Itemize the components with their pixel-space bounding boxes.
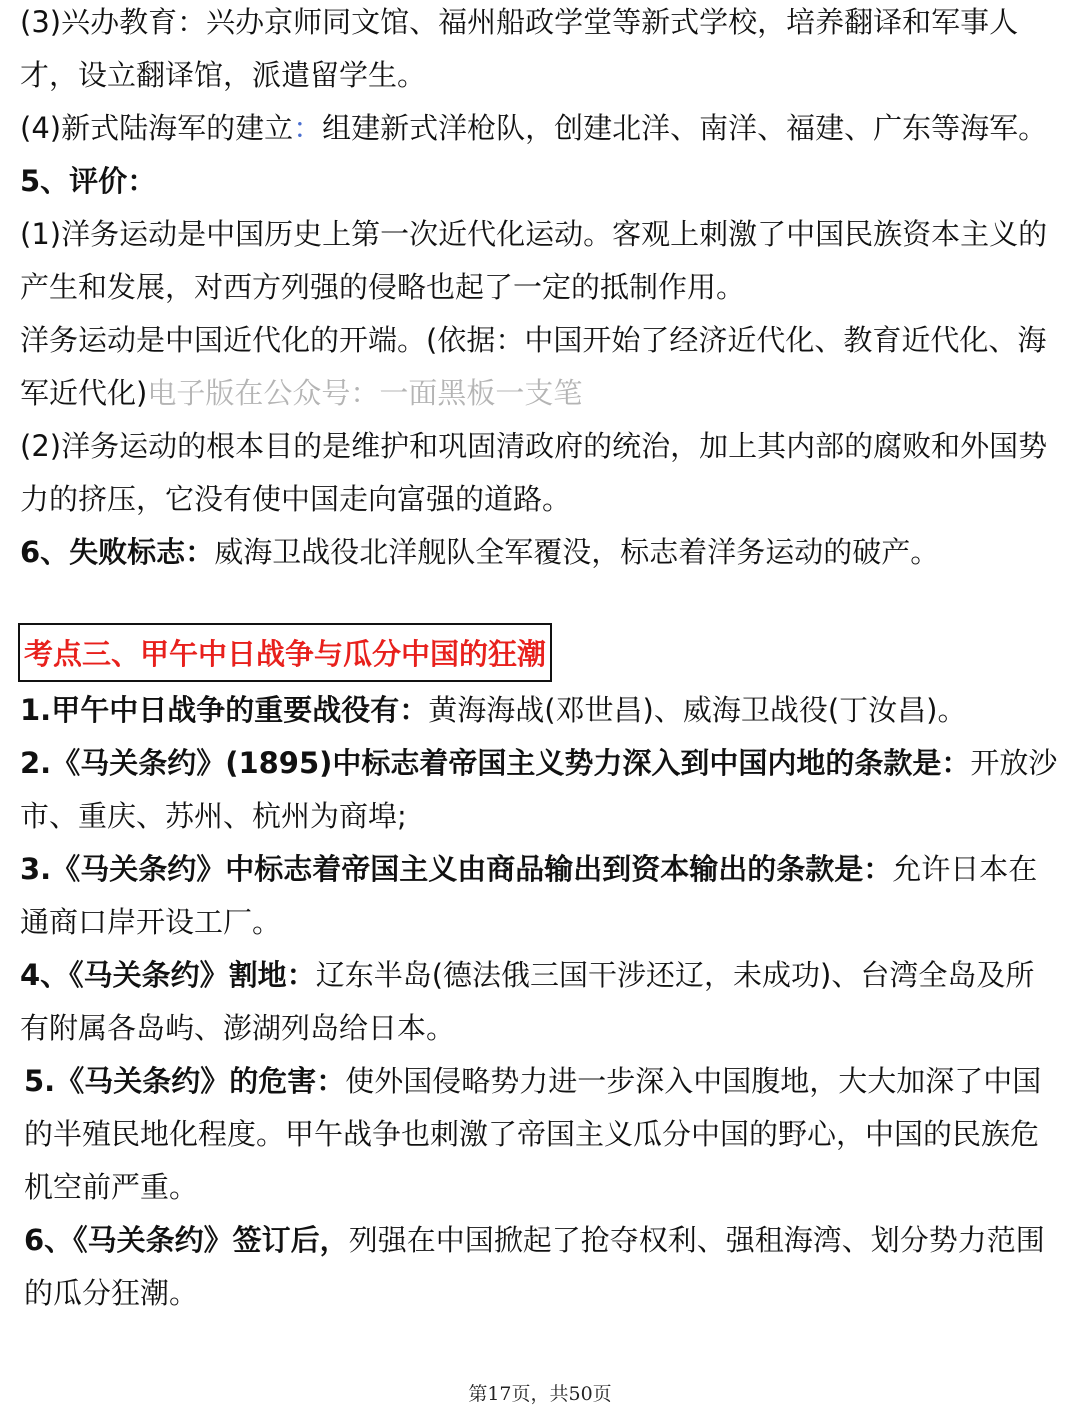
item-treaty-ports-text: 开放沙市、重庆、苏州、杭州为商埠;: [20, 746, 1058, 833]
paragraph-failure-sign: [20, 526, 1060, 579]
item-treaty-harm-text: 使外国侵略势力进一步深入中国腹地，大大加深了中国的半殖民地化程度。甲午战争也刺激了帝国主义瓜分中国的野心，中国的民族危机空前严重。: [24, 1064, 1042, 1204]
item-battles: [20, 684, 1060, 737]
item-treaty-factories: [20, 843, 1060, 949]
item-partition-text: 列强在中国掀起了抢夺权利、强租海湾、划分势力范围的瓜分狂潮。: [24, 1223, 1045, 1310]
item-treaty-ports: [20, 737, 1060, 843]
item-treaty-factories-text: 允许日本在通商口岸开设工厂。: [20, 852, 1038, 939]
paragraph-evaluation-1: [20, 208, 1060, 314]
page-number: 第17页，共50页: [468, 1383, 612, 1405]
item-treaty-harm-label: 5.《马关条约》的危害：: [24, 1064, 346, 1098]
military-text: 组建新式洋枪队，创建北洋、南洋、福建、广东等海军。: [322, 111, 1048, 145]
military-label: (4)新式陆海军的建立: [20, 111, 294, 145]
item-partition: [20, 1214, 1060, 1320]
paragraph-evaluation-2: [20, 314, 1060, 420]
failure-sign-text: 威海卫战役北洋舰队全军覆没，标志着洋务运动的破产。: [214, 535, 940, 569]
evaluation-heading-colon: ：: [127, 164, 157, 198]
page-footer: [0, 1379, 1080, 1406]
item-partition-label: 6、《马关条约》签订后，: [24, 1223, 349, 1257]
section-title: 考点三、甲午中日战争与瓜分中国的狂潮: [24, 637, 547, 671]
paragraph-education: [20, 0, 1060, 102]
section-title-box: [18, 623, 552, 682]
item-treaty-territory: [20, 949, 1060, 1055]
heading-evaluation: [20, 155, 1060, 208]
evaluation-1-text: (1)洋务运动是中国历史上第一次近代化运动。客观上刺激了中国民族资本主义的产生和发展，对西方列强的侵略也起了一定的抵制作用。: [20, 217, 1048, 304]
item-treaty-territory-text: 辽东半岛(德法俄三国干涉还辽，未成功)、台湾全岛及所有附属各岛屿、澎湖列岛给日本。: [20, 958, 1035, 1045]
paragraph-military: [20, 102, 1060, 155]
watermark-text: 电子版在公众号：一面黑板一支笔: [147, 376, 583, 410]
evaluation-3-text: (2)洋务运动的根本目的是维护和巩固清政府的统治，加上其内部的腐败和外国势力的挤压，它没有使中国走向富强的道路。: [20, 429, 1048, 516]
military-colon: ：: [293, 111, 323, 145]
item-battles-label: 1.甲午中日战争的重要战役有：: [20, 693, 429, 727]
evaluation-2-text: 洋务运动是中国近代化的开端。(依据：中国开始了经济近代化、教育近代化、海军近代化): [20, 323, 1047, 410]
item-treaty-ports-label: 2.《马关条约》(1895)中标志着帝国主义势力深入到中国内地的条款是：: [20, 746, 971, 780]
education-text: (3)兴办教育：兴办京师同文馆、福州船政学堂等新式学校，培养翻译和军事人才，设立翻译馆，派遣留学生。: [20, 5, 1019, 92]
item-battles-text: 黄海海战(邓世昌)、威海卫战役(丁汝昌)。: [428, 693, 967, 727]
section-spacer: [20, 579, 1060, 623]
item-treaty-territory-label: 4、《马关条约》割地：: [20, 958, 316, 992]
item-treaty-factories-label: 3.《马关条约》中标志着帝国主义由商品输出到资本输出的条款是：: [20, 852, 893, 886]
item-treaty-harm: [20, 1055, 1060, 1214]
failure-sign-label: 6、失败标志：: [20, 535, 215, 569]
evaluation-heading-text: 5、评价: [20, 164, 128, 198]
paragraph-evaluation-3: [20, 420, 1060, 526]
